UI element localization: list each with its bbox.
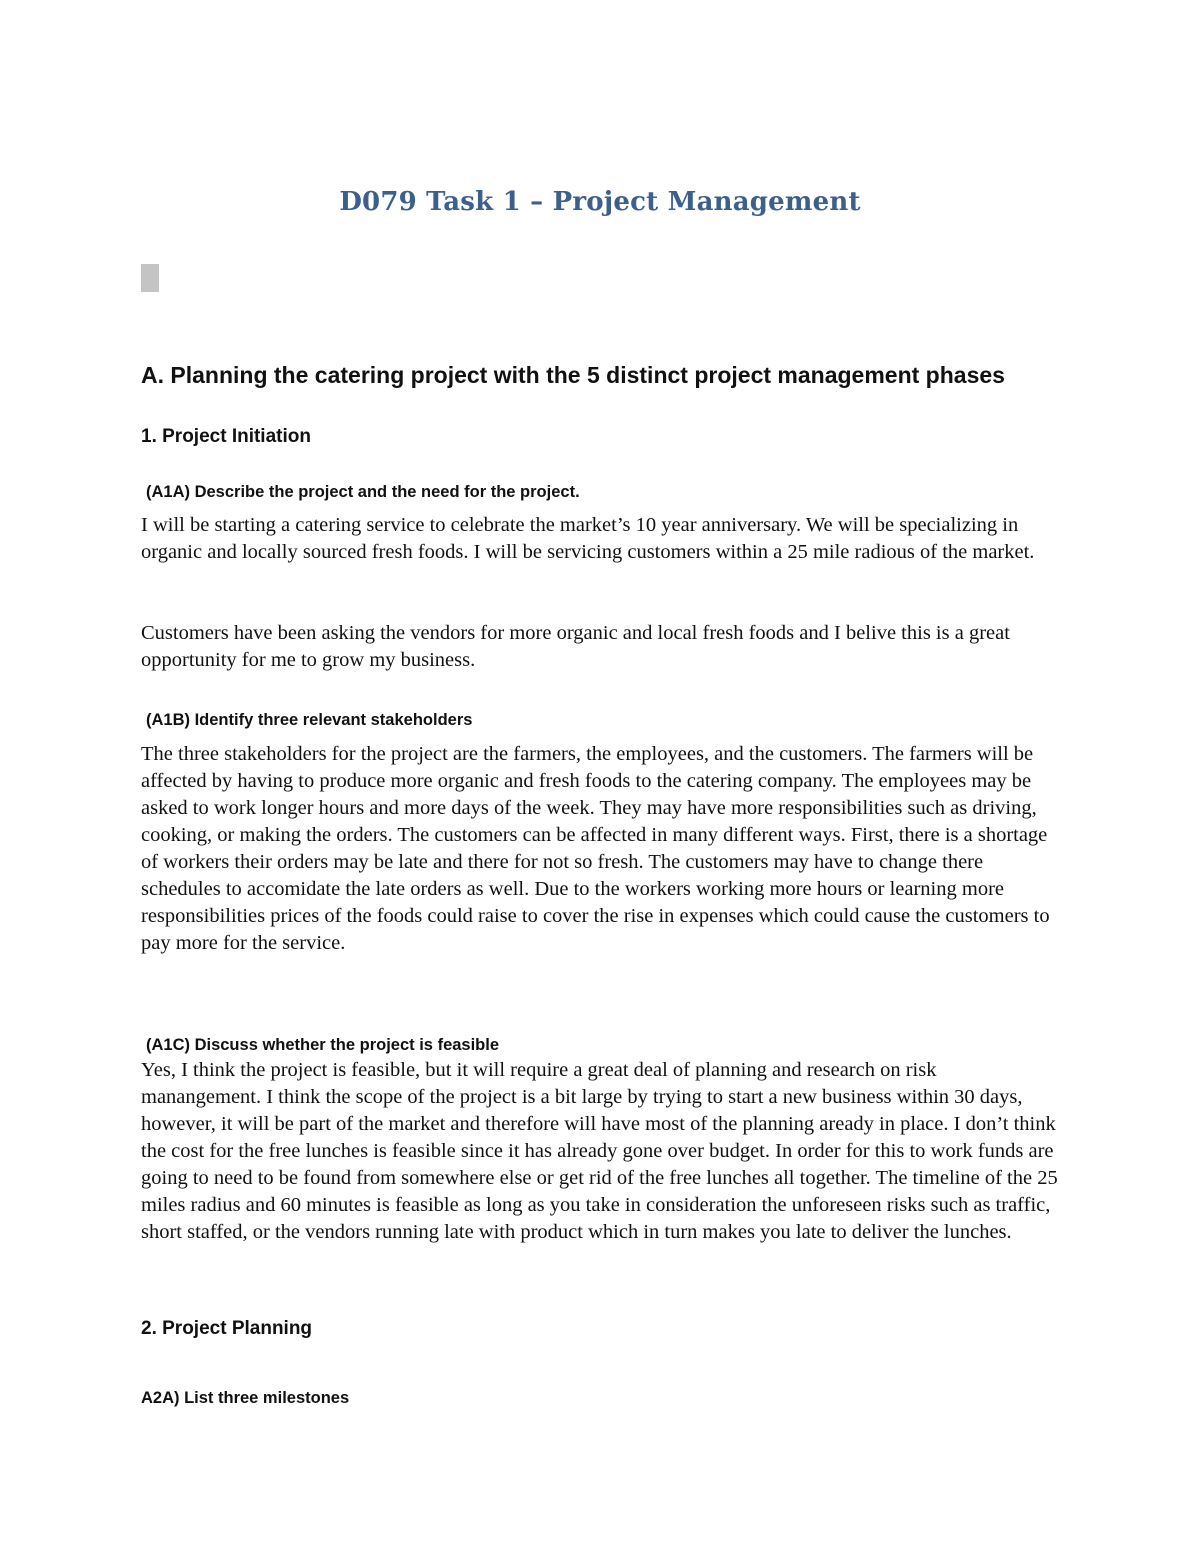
a1b-paragraph: The three stakeholders for the project are the farmers, the employees, and the customers. The farmers will be affected by having to produce more organic and fresh foods to the catering company. The employees may be asked to work longer hours and more days of the week. They may have more responsibilities such as driving, cooking, or making the orders. The customers can be affected in many different ways. First, there is a shortage of workers their orders may be late and there for not so fresh. The customers may have to change there schedules to accomidate the late orders as well. Due to the workers working more hours or learning more responsibilities prices of the foods could raise to cover the rise in expenses which could cause the customers to pay more for the service. xyxy=(141,743,1050,954)
a1a-paragraph-2: Customers have been asking the vendors for more organic and local fresh foods and I belive this is a great opportunity for me to grow my business. xyxy=(141,622,1010,671)
a1c-heading: (A1C) Discuss whether the project is feasible xyxy=(146,1036,500,1054)
a1a-heading: (A1A) Describe the project and the need for the project. xyxy=(146,483,580,501)
document-title: D079 Task 1 – Project Management xyxy=(339,187,861,217)
phase-2-heading: 2. Project Planning xyxy=(141,1318,313,1339)
a1c-paragraph: Yes, I think the project is feasible, but it will require a great deal of planning and research on risk manangement. I think the scope of the project is a bit large by trying to start a new business within 30 days, however, it will be part of the market and therefore will have most of the planning aready in place. I don’t think the cost for the free lunches is feasible since it has already gone over budget. In order for this to work funds are going to need to be found from somewhere else or get rid of the free lunches all together. The timeline of the 25 miles radius and 60 minutes is feasible as long as you take in consideration the unforeseen risks such as traffic, short staffed, or the vendors running late with product which in turn makes you late to deliver the lunches. xyxy=(141,1059,1058,1243)
section-a-heading: A. Planning the catering project with the 5 distinct project management phases xyxy=(141,362,1005,388)
a1a-paragraph-1: I will be starting a catering service to celebrate the market’s 10 year anniversary. We will be specializing in organic and locally sourced fresh foods. I will be servicing customers within a 25 mile radious of the market. xyxy=(141,514,1035,563)
a2a-heading: A2A) List three milestones xyxy=(141,1389,350,1407)
placeholder-marker xyxy=(141,264,159,292)
phase-1-heading: 1. Project Initiation xyxy=(141,426,311,447)
a1b-heading: (A1B) Identify three relevant stakeholders xyxy=(146,711,473,729)
